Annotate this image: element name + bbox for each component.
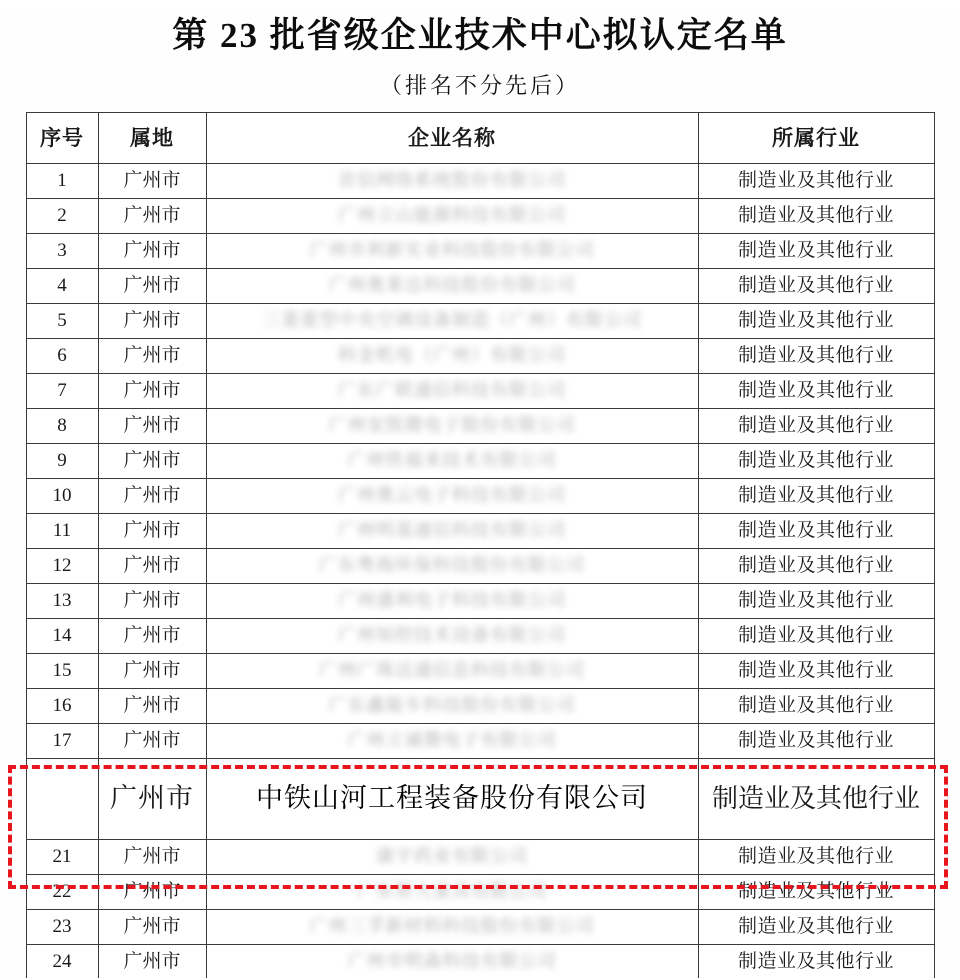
cell-index: 21	[26, 840, 98, 875]
redacted-company-name: 广州盛利电子科技有限公司	[338, 589, 566, 610]
table-row	[26, 945, 934, 980]
cell-industry: 制造业及其他行业	[698, 199, 934, 234]
cell-location: 广州市	[98, 304, 206, 339]
cell-company-name	[206, 840, 698, 875]
cell-index: 11	[26, 514, 98, 549]
table-row	[26, 549, 934, 584]
cell-industry: 制造业及其他行业	[698, 374, 934, 409]
approved-list-table	[26, 112, 935, 980]
cell-location: 广州市	[98, 584, 206, 619]
cell-location: 广州市	[98, 759, 206, 840]
cell-company-name	[206, 945, 698, 980]
table-row	[26, 164, 934, 199]
cell-company-name	[206, 619, 698, 654]
redacted-company-name: 广州立诚微电子有限公司	[347, 729, 557, 750]
redacted-company-name: 广州明基通信科技有限公司	[338, 519, 566, 540]
cell-index: 7	[26, 374, 98, 409]
table-row	[26, 759, 934, 840]
cell-industry: 制造业及其他行业	[698, 479, 934, 514]
redacted-company-name: 广东粤海环保科技股份有限公司	[319, 554, 585, 575]
cell-location: 广州市	[98, 549, 206, 584]
table-row	[26, 689, 934, 724]
column-header-company: 企业名称	[206, 113, 698, 164]
cell-index: 3	[26, 234, 98, 269]
cell-industry: 制造业及其他行业	[698, 584, 934, 619]
cell-index: 16	[26, 689, 98, 724]
cell-industry: 制造业及其他行业	[698, 619, 934, 654]
cell-index: 13	[26, 584, 98, 619]
table-row	[26, 584, 934, 619]
cell-industry: 制造业及其他行业	[698, 840, 934, 875]
redacted-company-name: 广州广珠达通信息科技有限公司	[319, 659, 585, 680]
cell-index: 9	[26, 444, 98, 479]
table-row	[26, 374, 934, 409]
cell-company-name	[206, 374, 698, 409]
redacted-company-name: 广东鑫能车科技股份有限公司	[328, 694, 576, 715]
cell-company-name	[206, 164, 698, 199]
redacted-company-name: 广州奥云电子科技有限公司	[338, 484, 566, 505]
table-row	[26, 304, 934, 339]
cell-location: 广州市	[98, 654, 206, 689]
column-header-location: 属地	[98, 113, 206, 164]
cell-company-name	[206, 875, 698, 910]
cell-company-name	[206, 584, 698, 619]
redacted-company-name: 广州市明森科技有限公司	[347, 950, 557, 971]
cell-location: 广州市	[98, 724, 206, 759]
cell-location: 广州市	[98, 164, 206, 199]
cell-industry: 制造业及其他行业	[698, 444, 934, 479]
redacted-company-name: 广州知控技术设备有限公司	[338, 624, 566, 645]
cell-industry: 制造业及其他行业	[698, 234, 934, 269]
cell-industry: 制造业及其他行业	[698, 875, 934, 910]
redacted-company-name: 广东广联通信科技有限公司	[338, 379, 566, 400]
redacted-company-name: 广州三孚新材料科技股份有限公司	[309, 915, 595, 936]
cell-company-name	[206, 234, 698, 269]
cell-index: 15	[26, 654, 98, 689]
redacted-company-name: 首信网络系统股份有限公司	[338, 169, 566, 190]
cell-industry: 制造业及其他行业	[698, 409, 934, 444]
cell-company-name	[206, 479, 698, 514]
redacted-company-name: 科金机电（广州）有限公司	[338, 344, 566, 365]
cell-location: 广州市	[98, 945, 206, 980]
cell-industry: 制造业及其他行业	[698, 164, 934, 199]
cell-company-name	[206, 549, 698, 584]
cell-company-name	[206, 654, 698, 689]
table-row	[26, 724, 934, 759]
cell-location: 广州市	[98, 479, 206, 514]
cell-index: 6	[26, 339, 98, 374]
page-title: 第 23 批省级企业技术中心拟认定名单	[172, 16, 788, 55]
cell-industry: 制造业及其他行业	[698, 945, 934, 980]
cell-industry: 制造业及其他行业	[698, 549, 934, 584]
cell-index: 10	[26, 479, 98, 514]
cell-location: 广州市	[98, 689, 206, 724]
cell-index	[26, 759, 98, 840]
cell-industry: 制造业及其他行业	[698, 304, 934, 339]
redacted-company-name: 广州立山能源科技有限公司	[338, 204, 566, 225]
table-body	[26, 164, 934, 980]
cell-location: 广州市	[98, 409, 206, 444]
redacted-company-name: 广东智大家具有限公司	[357, 880, 547, 901]
redacted-company-name: 广州奥莱达科技股份有限公司	[328, 274, 576, 295]
cell-company-name	[206, 689, 698, 724]
table-row	[26, 619, 934, 654]
cell-location: 广州市	[98, 840, 206, 875]
cell-index: 5	[26, 304, 98, 339]
cell-index: 24	[26, 945, 98, 980]
cell-location: 广州市	[98, 199, 206, 234]
page-subtitle: （排名不分先后）	[379, 73, 580, 99]
table-row	[26, 654, 934, 689]
column-header-industry: 所属行业	[698, 113, 934, 164]
table-header	[26, 113, 934, 164]
cell-location: 广州市	[98, 339, 206, 374]
table-row	[26, 875, 934, 910]
cell-location: 广州市	[98, 619, 206, 654]
cell-industry: 制造业及其他行业	[698, 339, 934, 374]
cell-location: 广州市	[98, 444, 206, 479]
redacted-company-name: 康宇药业有限公司	[376, 845, 528, 866]
cell-industry: 制造业及其他行业	[698, 689, 934, 724]
cell-company-name	[206, 339, 698, 374]
cell-company-name	[206, 409, 698, 444]
table-row	[26, 409, 934, 444]
cell-company-name	[206, 199, 698, 234]
cell-company-name	[206, 910, 698, 945]
cell-index: 8	[26, 409, 98, 444]
cell-industry: 制造业及其他行业	[698, 910, 934, 945]
table-row	[26, 479, 934, 514]
cell-index: 23	[26, 910, 98, 945]
table-row	[26, 444, 934, 479]
cell-index: 4	[26, 269, 98, 304]
cell-index: 1	[26, 164, 98, 199]
table-row	[26, 514, 934, 549]
redacted-company-name: 广州市利新实业科技股份有限公司	[309, 239, 595, 260]
table-row	[26, 840, 934, 875]
cell-location: 广州市	[98, 910, 206, 945]
redacted-company-name: 广州安凯微电子股份有限公司	[328, 414, 576, 435]
document-page	[0, 12, 960, 980]
table-row	[26, 234, 934, 269]
cell-index: 17	[26, 724, 98, 759]
table-row	[26, 339, 934, 374]
cell-industry: 制造业及其他行业	[698, 724, 934, 759]
cell-company-name: 中铁山河工程装备股份有限公司	[206, 759, 698, 840]
cell-location: 广州市	[98, 875, 206, 910]
cell-industry: 制造业及其他行业	[698, 654, 934, 689]
cell-company-name	[206, 444, 698, 479]
cell-location: 广州市	[98, 374, 206, 409]
cell-index: 12	[26, 549, 98, 584]
cell-company-name	[206, 724, 698, 759]
table-header-row	[26, 113, 934, 164]
column-header-index: 序号	[26, 113, 98, 164]
cell-index: 22	[26, 875, 98, 910]
cell-company-name	[206, 514, 698, 549]
table-row	[26, 910, 934, 945]
table-row	[26, 199, 934, 234]
cell-industry: 制造业及其他行业	[698, 514, 934, 549]
redacted-company-name: 广州铁福来技术有限公司	[347, 449, 557, 470]
cell-company-name	[206, 269, 698, 304]
cell-location: 广州市	[98, 269, 206, 304]
redacted-company-name: 三菱重型中央空调设备制造（广州）有限公司	[262, 309, 642, 330]
cell-industry: 制造业及其他行业	[698, 759, 934, 840]
cell-index: 2	[26, 199, 98, 234]
cell-company-name	[206, 304, 698, 339]
cell-location: 广州市	[98, 234, 206, 269]
cell-index: 14	[26, 619, 98, 654]
cell-industry: 制造业及其他行业	[698, 269, 934, 304]
table-row	[26, 269, 934, 304]
cell-location: 广州市	[98, 514, 206, 549]
